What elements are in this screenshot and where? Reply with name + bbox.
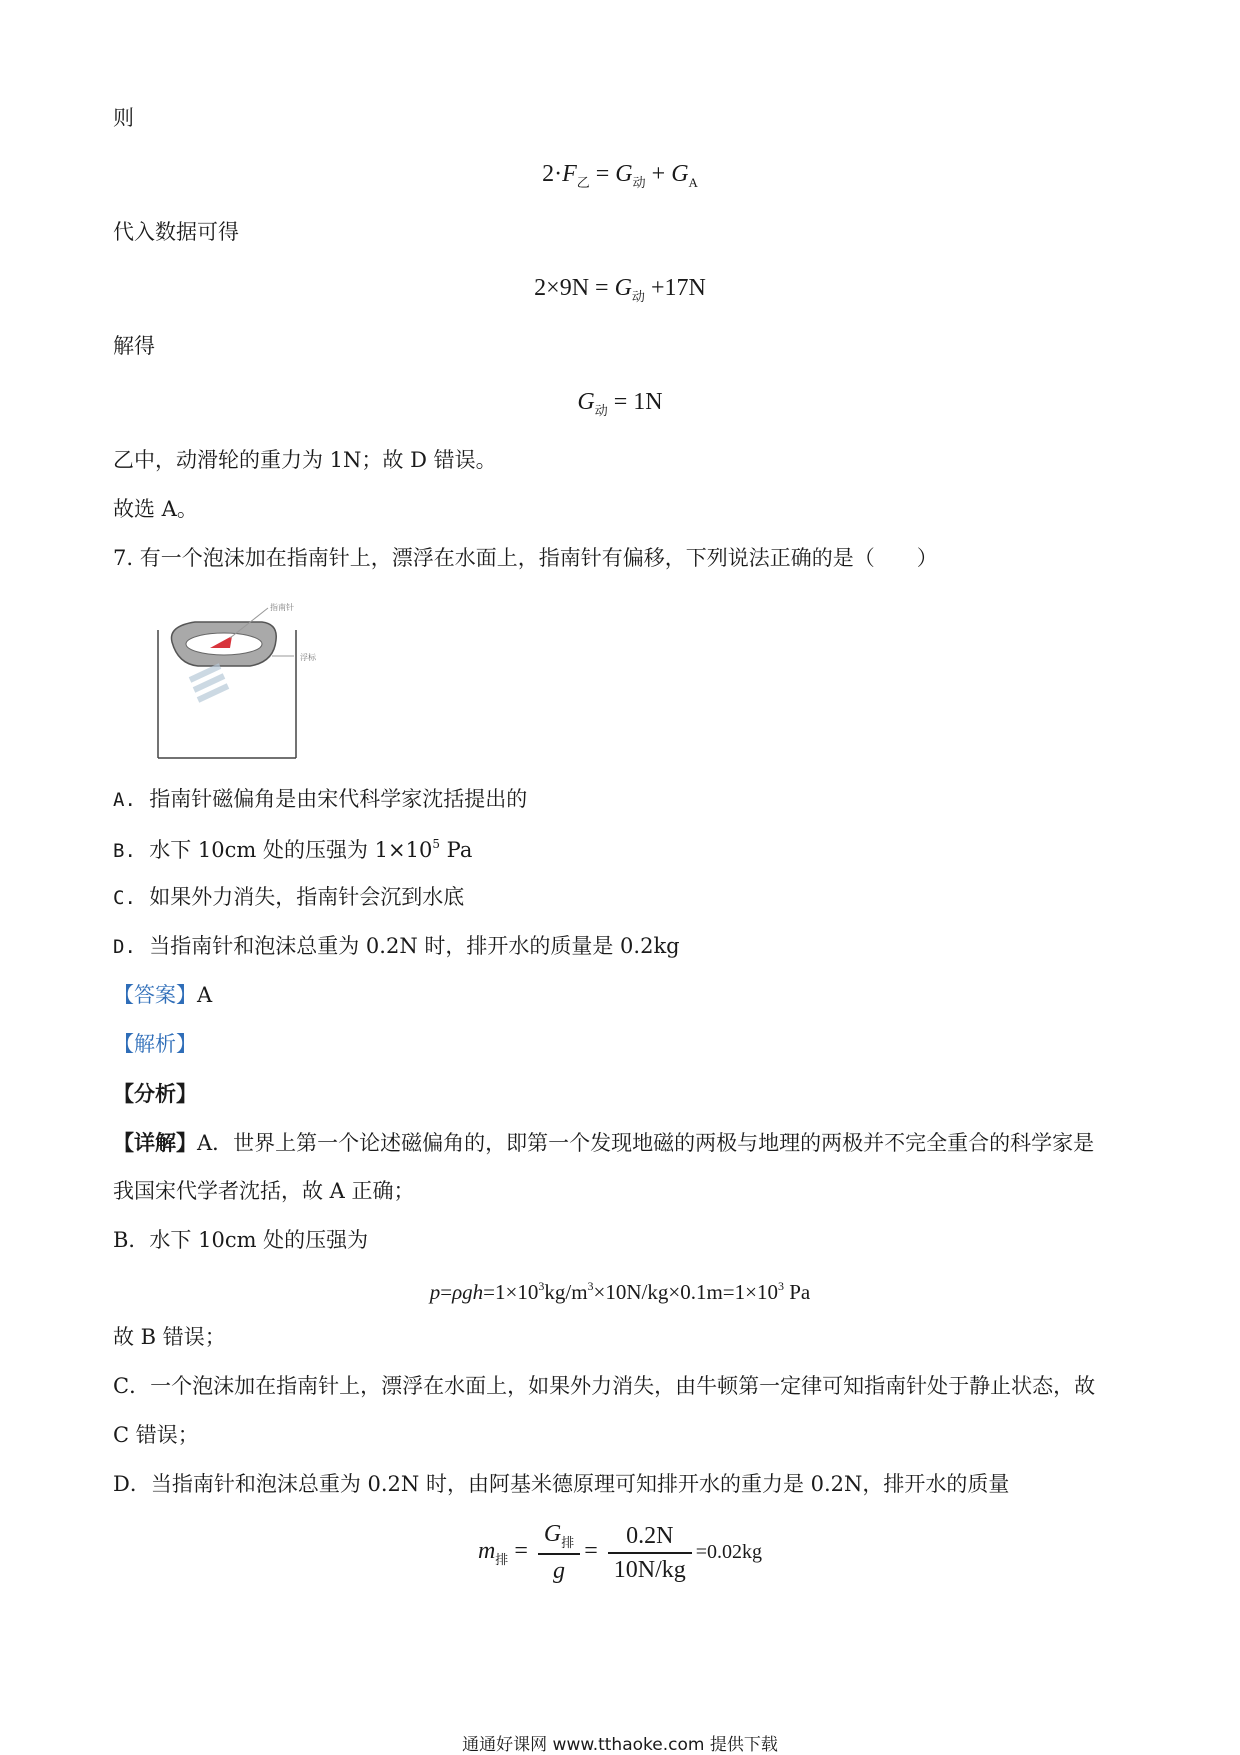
detail-b-line1: B．水下 10cm 处的压强为 <box>113 1228 369 1252</box>
text-line-conclusion: 乙中，动滑轮的重力为 1N；故 D 错误。 <box>113 448 497 472</box>
detail-d-line1: D．当指南针和泡沫总重为 0.2N 时，由阿基米德原理可知排开水的重力是 0.2N，排开水的质量 <box>113 1472 1010 1496</box>
equation-1: $2\cdot F_乙 = G_动 + G_A$ <box>542 161 698 190</box>
equation-mass: $m_排$ = $\frac{G_排}{g}$ = $\frac{0.2N}{10N/kg}$ =0.02kg <box>477 1521 763 1584</box>
option-a: A. 指南针磁偏角是由宋代科学家沈括提出的 <box>113 787 528 811</box>
detail-c-line1: C．一个泡沫加在指南针上，漂浮在水面上，如果外力消失，由牛顿第一定律可知指南针处于静止状态，故 <box>113 1374 1096 1398</box>
text-line-substitute: 代入数据可得 <box>113 220 239 244</box>
text-line-solve: 解得 <box>113 334 155 358</box>
equation-3: $G_动 = 1N$ <box>577 389 663 418</box>
fraction-values: $\frac{0.2N}{10N/kg}$ <box>608 1524 692 1582</box>
option-c: C. 如果外力消失，指南针会沉到水底 <box>113 885 465 909</box>
label-foam: 浮标 <box>300 653 316 662</box>
detail-c-line2: C 错误； <box>113 1423 199 1447</box>
option-d: D. 当指南针和泡沫总重为 0.2N 时，排开水的质量是 0.2kg <box>113 934 680 958</box>
answer-line: 【答案】A <box>113 983 213 1007</box>
text-line-choose: 故选 A。 <box>113 497 198 521</box>
analysis-label: 【解析】 <box>113 1032 197 1056</box>
detail-a-line1: 【详解】A．世界上第一个论述磁偏角的，即第一个发现地磁的两极与地理的两极并不完全重合的科学家是 <box>113 1130 1095 1155</box>
compass-foam-figure <box>150 600 340 760</box>
text-line-ze: 则 <box>113 106 134 130</box>
label-compass: 指南针 <box>270 603 294 612</box>
question-7: 7. 有一个泡沫加在指南针上，漂浮在水面上，指南针有偏移，下列说法正确的是（ ） <box>113 546 938 570</box>
footer: 通通好课网 www.tthaoke.com 提供下载 <box>462 1735 778 1755</box>
fraction-g-over-g: $\frac{G_排}{g}$ <box>538 1522 580 1583</box>
detail-a-line2: 我国宋代学者沈括，故 A 正确； <box>113 1179 415 1203</box>
fenxi-label: 【分析】 <box>113 1081 197 1106</box>
equation-2: $2\times 9N = G_动 +17N$ <box>534 275 706 304</box>
detail-b-line2: 故 B 错误； <box>113 1325 226 1349</box>
equation-pressure: $p=\rho gh=1\times 10^3kg/m^3\times 10N/kg\times 0.1m=1\times 10^3$ Pa <box>429 1279 811 1304</box>
option-b: B. 水下 10cm 处的压强为 $1\times 10^5$ Pa <box>113 837 473 862</box>
